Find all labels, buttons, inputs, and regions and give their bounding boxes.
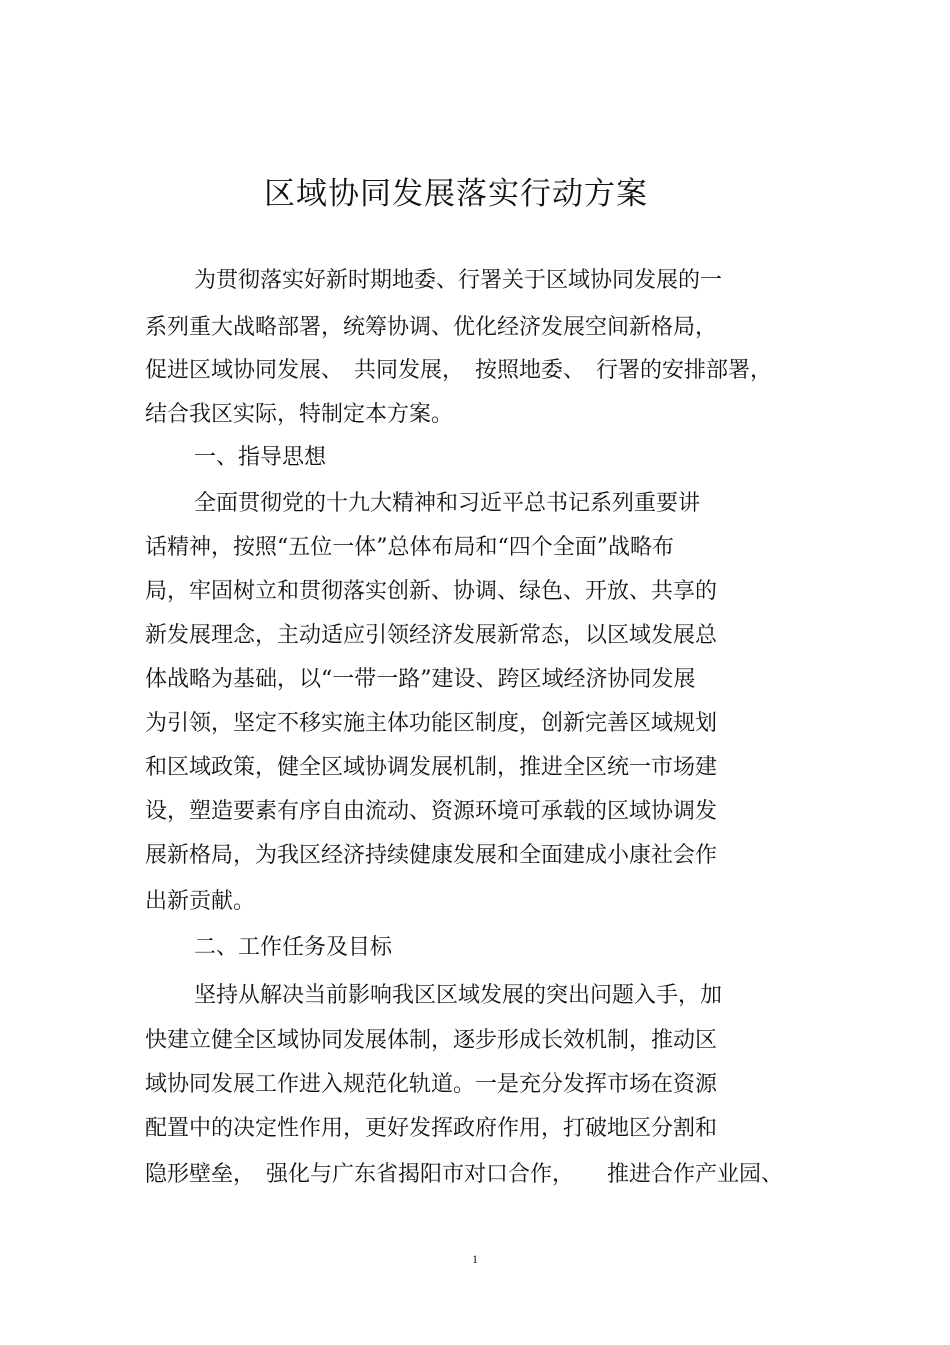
body-line: 话精神，按照“五位一体”总体布局和“四个全面”战略布 xyxy=(145,535,674,560)
body-line: 快建立健全区域协同发展体制，逐步形成长效机制，推动区 xyxy=(145,1028,718,1053)
body-line: 出新贡献。 xyxy=(145,889,256,914)
body-line: 隐形壁垒， 强化与广东省揭阳市对口合作， 推进合作产业园、 xyxy=(145,1162,784,1187)
body-line: 和区域政策，健全区域协调发展机制，推进全区统一市场建 xyxy=(145,755,718,780)
body-line: 局，牢固树立和贯彻落实创新、协调、绿色、开放、共享的 xyxy=(145,579,718,604)
body-line: 新发展理念，主动适应引领经济发展新常态，以区域发展总 xyxy=(145,623,718,648)
body-line: 域协同发展工作进入规范化轨道。一是充分发挥市场在资源 xyxy=(145,1072,718,1097)
body-line: 配置中的决定性作用，更好发挥政府作用，打破地区分割和 xyxy=(145,1116,718,1141)
body-line: 设，塑造要素有序自由流动、资源环境可承载的区域协调发 xyxy=(145,799,718,824)
section-heading-guiding-ideology: 一、指导思想 xyxy=(194,445,327,470)
body-line: 结合我区实际，特制定本方案。 xyxy=(145,402,454,427)
document-title: 区域协同发展落实行动方案 xyxy=(264,176,648,212)
body-line: 为引领，坚定不移实施主体功能区制度，创新完善区域规划 xyxy=(145,711,718,736)
body-line: 系列重大战略部署，统筹协调、优化经济发展空间新格局， xyxy=(145,315,718,340)
body-line: 展新格局，为我区经济持续健康发展和全面建成小康社会作 xyxy=(145,843,718,868)
page-number: 1 xyxy=(472,1252,478,1266)
body-line: 为贯彻落实好新时期地委、行署关于区域协同发展的一 xyxy=(194,268,723,293)
body-line: 体战略为基础，以“一带一路”建设、跨区域经济协同发展 xyxy=(145,667,696,692)
body-line: 促进区域协同发展、 共同发展， 按照地委、 行署的安排部署， xyxy=(145,358,773,383)
body-line: 坚持从解决当前影响我区区域发展的突出问题入手，加 xyxy=(194,983,723,1008)
section-heading-tasks-and-goals: 二、工作任务及目标 xyxy=(194,935,393,960)
body-line: 全面贯彻党的十九大精神和习近平总书记系列重要讲 xyxy=(194,491,701,516)
